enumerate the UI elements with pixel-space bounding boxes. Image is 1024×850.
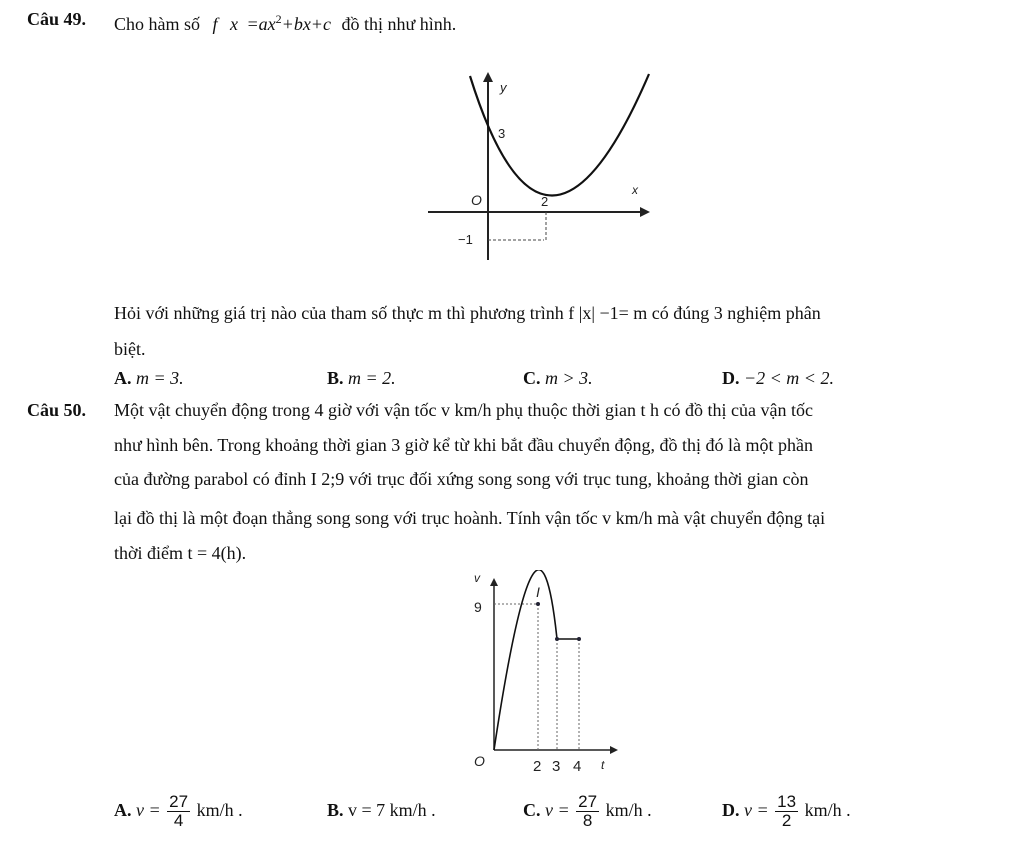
q49-graph	[420, 64, 660, 269]
q50-option-a-num: 27	[169, 792, 189, 812]
q50-option-d-den: 2	[781, 811, 792, 831]
q49-option-c[interactable]	[523, 367, 593, 389]
q49-fx-rest: +bx+c	[281, 14, 331, 34]
q50-option-c-key: C.	[523, 800, 541, 820]
q49-option-a-key: A.	[114, 368, 132, 388]
q50-option-d-fraction	[775, 793, 798, 830]
q49-y-label: y	[500, 80, 507, 95]
q50-option-c-den: 8	[582, 811, 593, 831]
q49-origin-label: O	[471, 192, 482, 208]
q49-x-arrow-icon	[640, 207, 650, 217]
q49-option-b[interactable]	[327, 367, 396, 389]
q50-v-label: v	[474, 571, 480, 585]
q49-question-line1: Hỏi với những giá trị nào của tham số thực m thì phương trình f |x| −1= m có đúng 3 nghiệm phân	[114, 303, 821, 323]
q49-fx-eq: =ax	[246, 14, 276, 34]
q49-fx-x: x	[230, 14, 239, 34]
q50-option-a-unit: km/h .	[196, 800, 243, 820]
q50-parabola-curve	[494, 570, 557, 750]
q49-option-b-key: B.	[327, 368, 344, 388]
q50-vertex-label: I	[536, 584, 540, 600]
q49-option-c-text: m > 3.	[545, 368, 593, 388]
q50-option-a-den: 4	[173, 811, 184, 831]
q50-option-d-pre: v =	[744, 800, 769, 820]
q50-point-t4	[577, 637, 581, 641]
q50-line-3: của đường parabol có đỉnh I 2;9 với trục đối xứng song song với trục tung, khoảng thời gian còn	[114, 469, 809, 489]
q49-fx-pow: 2	[275, 12, 282, 26]
q49-stem	[114, 8, 456, 35]
q49-option-b-text: m = 2.	[348, 368, 396, 388]
q50-option-b[interactable]	[327, 788, 436, 832]
q50-option-a[interactable]	[114, 788, 243, 832]
q49-tick-minus1: −1	[458, 232, 473, 247]
q50-option-b-text: v = 7 km/h .	[348, 800, 436, 820]
q49-y-arrow-icon	[483, 72, 493, 82]
q50-tick-4: 4	[573, 758, 582, 775]
q50-t-arrow-icon	[610, 746, 618, 754]
q50-option-d-num: 13	[777, 792, 797, 812]
q50-option-c-fraction	[576, 793, 599, 830]
q50-graph	[468, 570, 628, 780]
q50-tick-2: 2	[533, 758, 542, 775]
q50-option-c[interactable]	[523, 788, 652, 832]
q50-option-a-pre: v =	[136, 800, 161, 820]
q50-line-1: Một vật chuyển động trong 4 giờ với vận tốc v km/h phụ thuộc thời gian t h có đồ thị của vận tốc	[114, 400, 813, 420]
q50-option-c-unit: km/h .	[605, 800, 652, 820]
q50-option-b-key: B.	[327, 800, 344, 820]
q49-stem-b: đồ thị như hình.	[341, 14, 457, 34]
q50-line-5: thời điểm t = 4(h).	[114, 543, 247, 563]
q49-option-a[interactable]	[114, 367, 184, 389]
q49-tick-3: 3	[498, 126, 506, 141]
q50-tick-3: 3	[552, 758, 561, 775]
q50-tick-9: 9	[474, 599, 482, 615]
q49-option-c-key: C.	[523, 368, 541, 388]
q50-vertex-point	[536, 602, 540, 606]
q49-option-a-text: m = 3.	[136, 368, 184, 388]
q50-label: Câu 50.	[27, 400, 87, 420]
q49-label: Câu 49.	[27, 9, 87, 29]
q49-x-label: x	[632, 183, 638, 197]
q49-fx-f: f	[212, 14, 218, 34]
q49-question-line2: biệt.	[114, 339, 146, 359]
q50-origin-label: O	[474, 753, 485, 769]
q50-option-d-key: D.	[722, 800, 740, 820]
q50-option-a-fraction	[167, 793, 190, 830]
q50-option-c-num: 27	[578, 792, 598, 812]
q49-option-d-key: D.	[722, 368, 740, 388]
q49-option-d[interactable]	[722, 367, 834, 389]
q49-option-d-text: −2 < m < 2.	[744, 368, 834, 388]
q50-option-d-unit: km/h .	[804, 800, 851, 820]
q49-stem-a: Cho hàm số	[114, 14, 201, 34]
q50-line-4: lại đồ thị là một đoạn thẳng song song với trục hoành. Tính vận tốc v km/h mà vật chuyển động tại	[114, 508, 826, 528]
q50-option-a-key: A.	[114, 800, 132, 820]
q50-point-t3	[555, 637, 559, 641]
q50-option-d[interactable]	[722, 788, 851, 832]
q50-t-label: t	[601, 758, 605, 772]
q49-tick-2: 2	[541, 194, 549, 209]
q50-option-c-pre: v =	[545, 800, 570, 820]
q50-line-2: như hình bên. Trong khoảng thời gian 3 giờ kể từ khi bắt đầu chuyển động, đồ thị đó là một phần	[114, 435, 813, 455]
q49-parabola-curve	[470, 74, 649, 196]
q50-v-arrow-icon	[490, 578, 498, 586]
